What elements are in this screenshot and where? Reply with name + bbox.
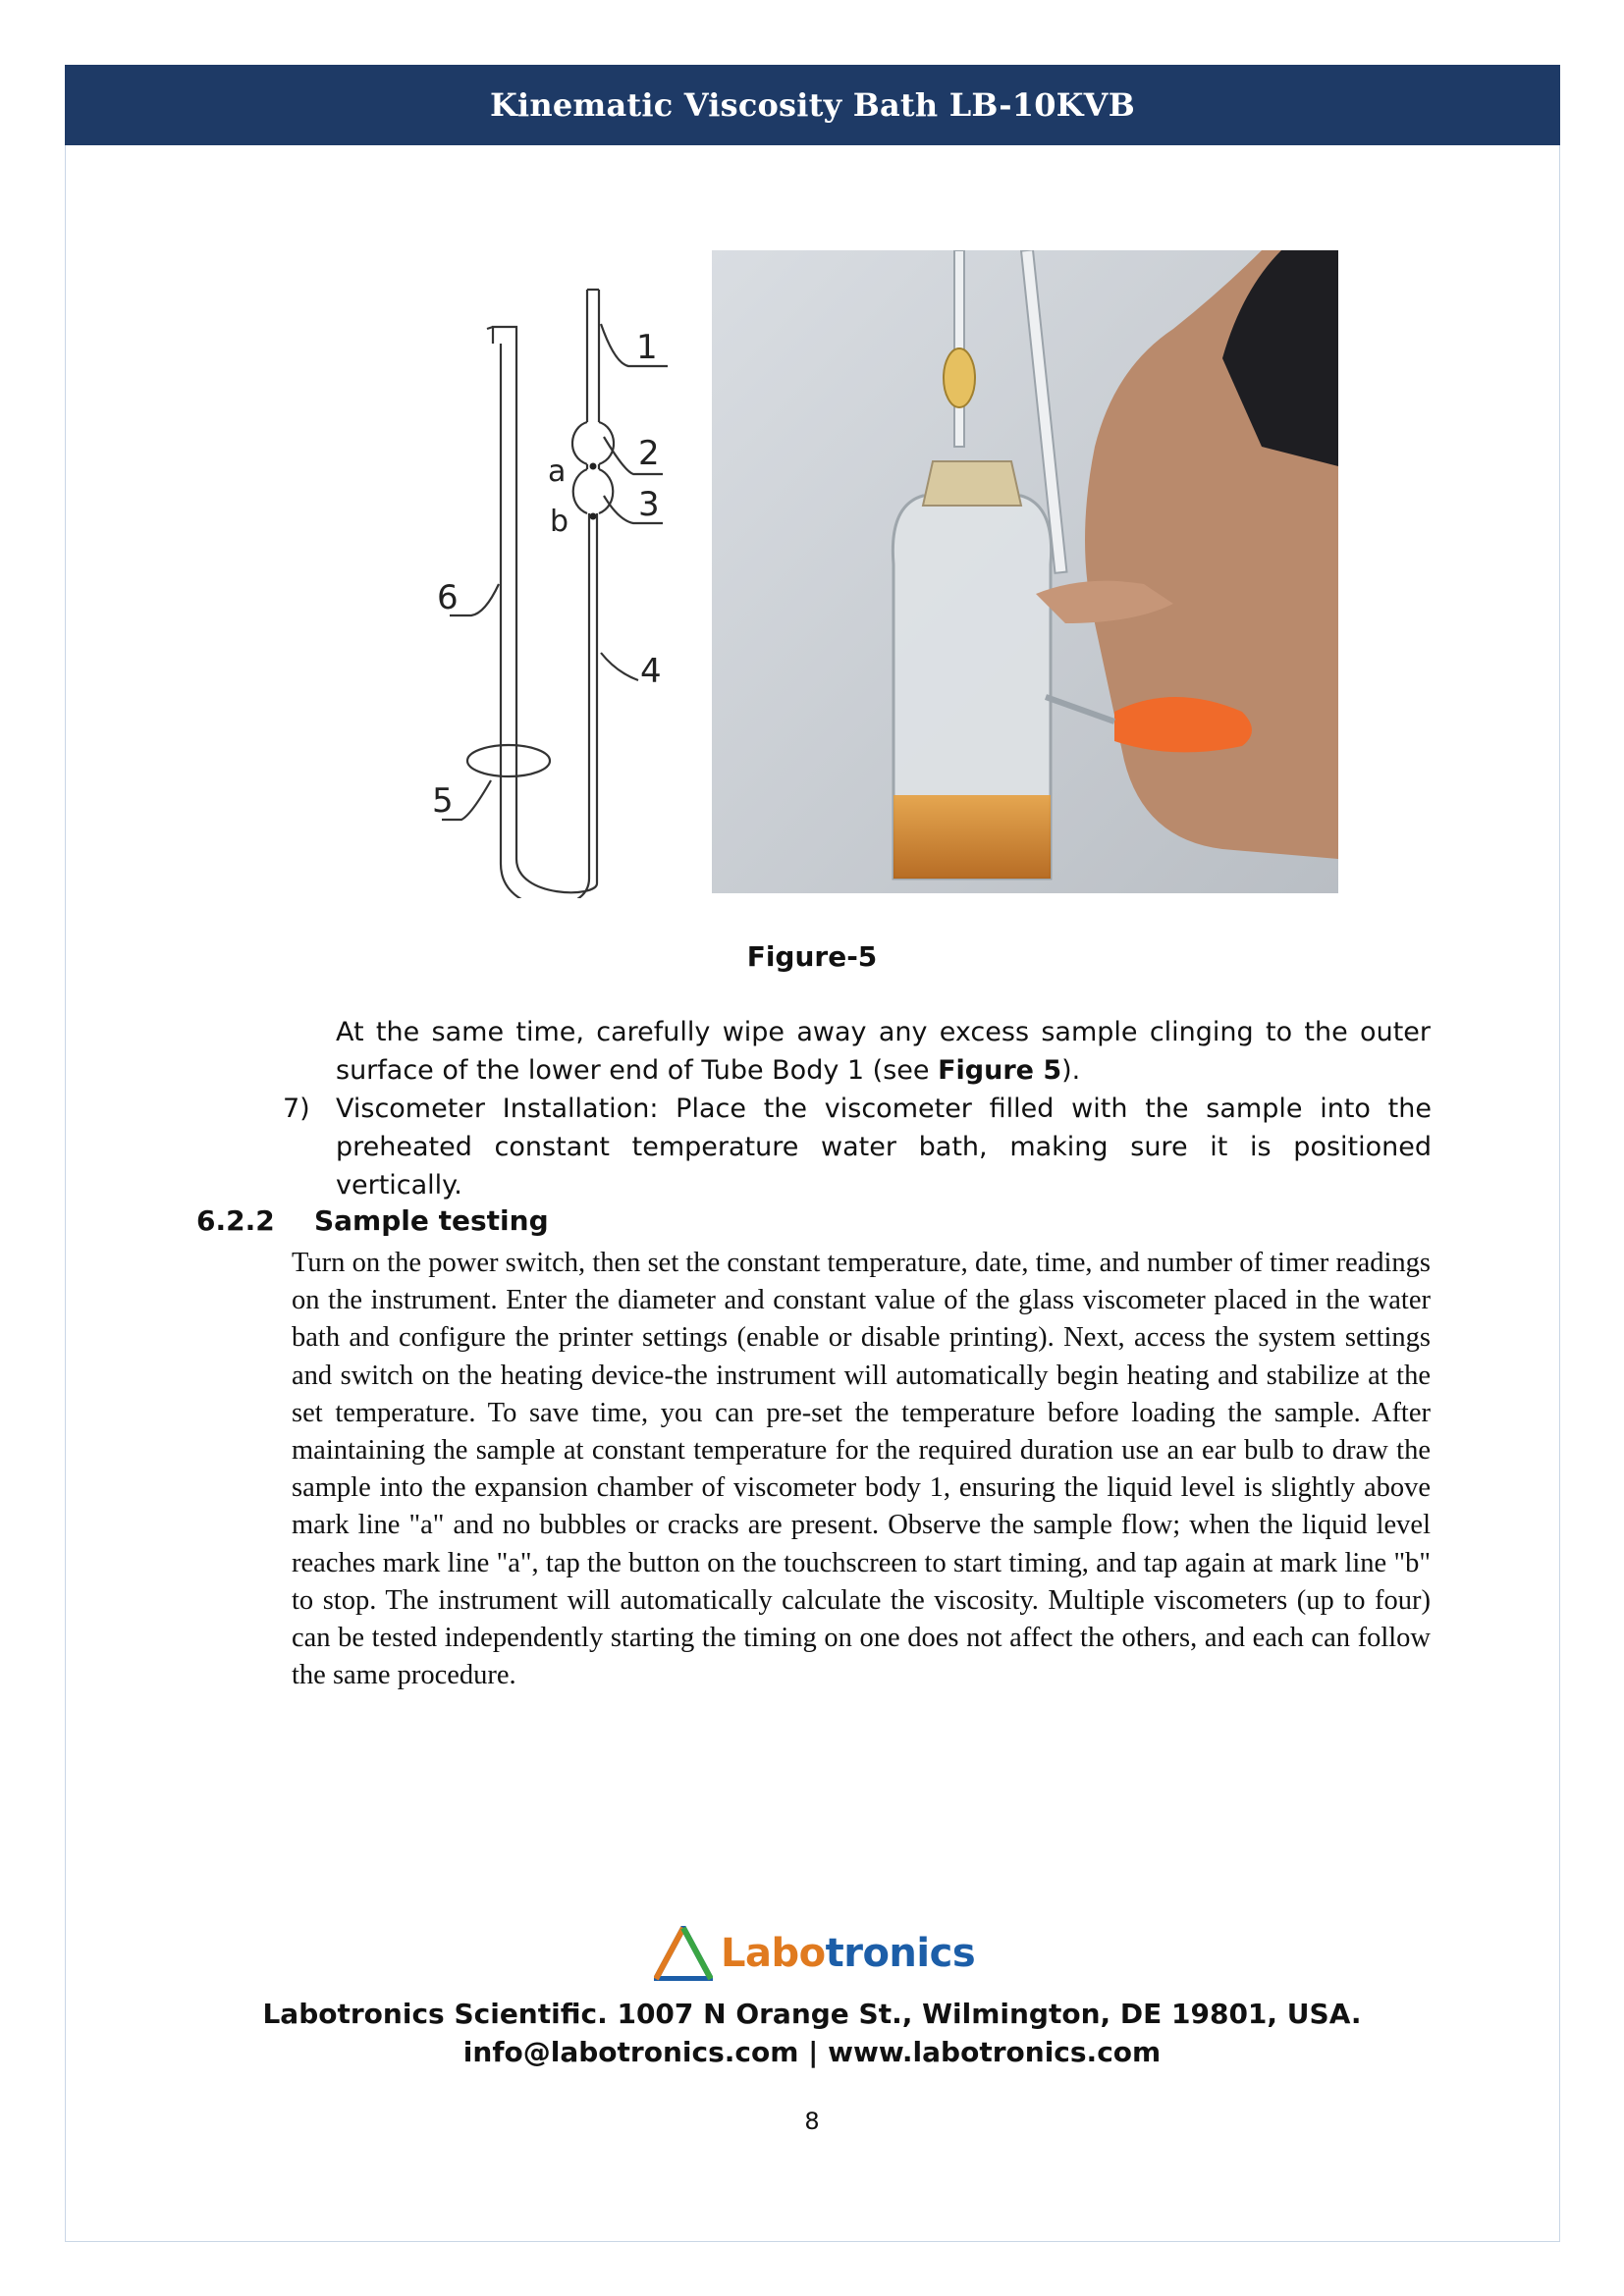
list-number: 7) [283,1094,310,1124]
section-number: 6.2.2 [196,1204,275,1237]
figure-caption: Figure-5 [746,940,878,973]
figure-5 [432,250,1340,898]
list-item-7 [283,1090,1432,1204]
diagram-label-4: 4 [640,652,662,691]
diagram-mark-a: a [548,454,567,489]
continuation-paragraph [336,1013,1431,1090]
diagram-label-2: 2 [638,434,660,473]
diagram-label-6: 6 [437,578,459,617]
page-number: 8 [804,2108,820,2135]
diagram-label-3: 3 [638,485,660,524]
header-bar [65,65,1560,145]
continuation-text-end: ). [1061,1055,1081,1086]
viscometer-diagram [432,270,687,898]
continuation-text: At the same time, carefully wipe away any excess sample clinging to the outer surface of the lower end of Tube Body 1 (see [336,1017,1431,1086]
document-title: Kinematic Viscosity Bath LB-10KVB [490,86,1135,124]
list-text: Viscometer Installation: Place the viscometer filled with the sample into the preheated constant temperature water bath, making sure it is positioned vertically. [336,1094,1432,1201]
footer-address: Labotronics Scientific. 1007 N Orange St., Wilmington, DE 19801, USA. [262,1998,1362,2030]
footer-contact: info@labotronics.com | www.labotronics.com [462,2036,1162,2068]
diagram-label-5: 5 [432,781,454,821]
section-body: Turn on the power switch, then set the constant temperature, date, time, and number of timer readings on the instrument. Enter the diameter and constant value of the glass viscometer placed in the water bath and configure the printer settings (enable or disable printing). Next, access the system settings and switch on the heating device-the instrument will automatically begin heating and stabilize at the set temperature. To save time, you can pre-set the temperature before loading the sample. After maintaining the sample at constant temperature for the required duration use an ear bulb to draw the sample into the expansion chamber of viscometer body 1, ensuring the liquid level is slightly above mark line "a" and no bubbles or cracks are present. Observe the sample flow; when the liquid level reaches mark line "a", tap the button on the touchscreen to start timing, and tap again at mark line "b" to stop. The instrument will automatically calculate the viscosity. Multiple viscometers (up to four) can be tested independently starting the timing on one does not affect the others, and each can follow the same procedure. [292,1248,1431,1691]
logo-triangle-icon [654,1926,713,1981]
labotronics-logo [654,1924,978,1983]
diagram-mark-b: b [550,505,569,539]
figure-reference: Figure 5 [938,1055,1062,1086]
viscometer-photo [712,250,1338,893]
section-title: Sample testing [314,1204,549,1237]
logo-wordmark: Labotronics [721,1931,976,1976]
diagram-label-1: 1 [636,328,658,367]
section-heading [196,1204,549,1237]
